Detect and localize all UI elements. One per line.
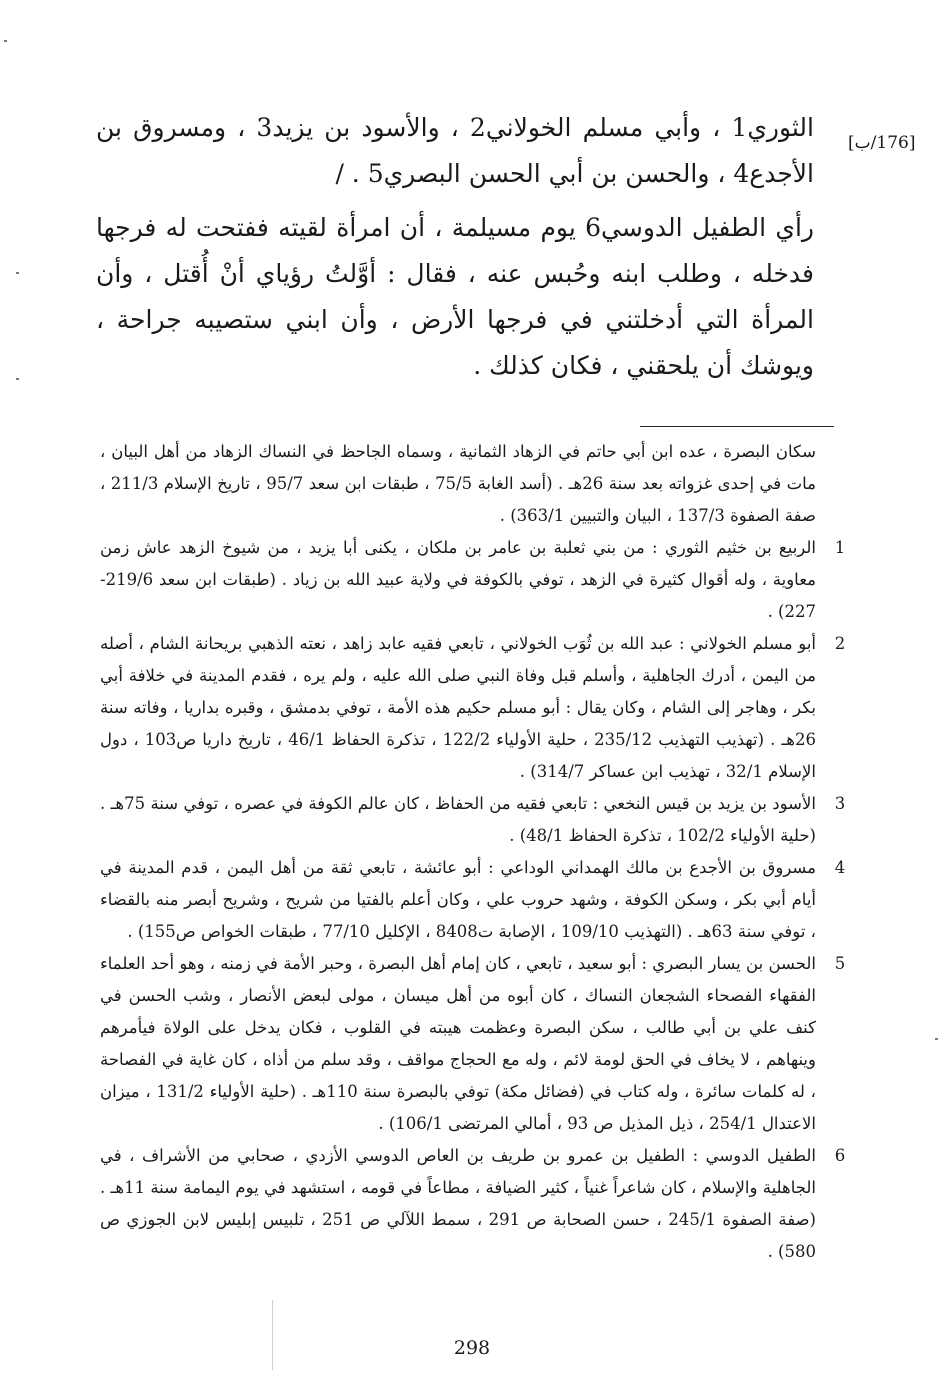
footnote-4 [100, 852, 846, 948]
footnote-separator [640, 426, 834, 427]
footnote-5 [100, 948, 846, 1140]
footnote-text: الطفيل الدوسي : الطفيل بن عمرو بن طريف بن العاص الدوسي الأزدي ، صحابي من الأشراف ، في الجاهلية والإسلام ، كان شاعراً غنياً ، كثير الضيافة ، مطاعاً في قومه ، استشهد في يوم اليمامة سنة 11هـ . (صفة الصفوة 245/1 ، حسن الصحابة ص 291 ، سمط اللآلي ص 251 ، تلبيس إبليس لابن الجوزي ص 580) . [100, 1146, 816, 1261]
footnote-1 [100, 532, 846, 628]
scan-speck [16, 378, 19, 380]
footnote-text: الربيع بن خثيم الثوري : من بني ثعلبة بن عامر بن ملكان ، يكنى أبا يزيد ، من شيوخ الزهد عاش زمن معاوية ، وله أقوال كثيرة في الزهد ، توفي بالكوفة في ولاية عبيد الله بن زياد . (طبقات ابن سعد 219/6-227) . [100, 538, 816, 621]
footnote-number: 6 [834, 1146, 846, 1165]
footnote-6 [100, 1140, 846, 1268]
footnote-number: 2 [834, 634, 846, 653]
scan-speck [16, 272, 19, 274]
scan-speck [4, 40, 7, 42]
footnote-text: الحسن بن يسار البصري : أبو سعيد ، تابعي ، كان إمام أهل البصرة ، وحبر الأمة في زمنه ، وهو أحد العلماء الفقهاء الفصحاء الشجعان النساك ، كان أبوه من أهل ميسان ، مولى لبعض الأنصار ، وشب الحسن في كنف علي بن أبي طالب ، سكن البصرة وعظمت هيبته في القلوب ، فكان يدخل على الولاة فيأمرهم وينهاهم ، لا يخاف في الحق لومة لائم ، وله مع الحجاج مواقف ، وقد سلم من أذاه ، كان غاية في الفصاحة ، له كلمات سائرة ، وله كتاب في (فضائل مكة) توفي بالبصرة سنة 110هـ . (حلية الأولياء 131/2 ، ميزان الاعتدال 254/1 ، ذيل المذيل ص 93 ، أمالي المرتضى 106/1) . [100, 954, 816, 1133]
footnote-2 [100, 628, 846, 788]
footnote-continuation [100, 436, 816, 532]
footnote-number: 1 [834, 538, 846, 557]
page-number: 298 [453, 1337, 491, 1359]
footnote-number: 5 [834, 954, 846, 973]
footnote-number: 4 [834, 858, 846, 877]
footnotes [100, 436, 846, 1268]
footnote-text: مسروق بن الأجدع بن مالك الهمداني الوداعي : أبو عائشة ، تابعي ثقة من أهل اليمن ، قدم المدينة في أيام أبي بكر ، وسكن الكوفة ، وشهد حروب علي ، وكان أعلم بالفتيا من شريح ، وشريح أبصر منه بالقضاء ، توفي سنة 63هـ . (التهذيب 109/10 ، الإصابة ت8408 ، الإكليل 77/10 ، طبقات الخواص ص155) . [100, 858, 816, 941]
footnote-text: سكان البصرة ، عده ابن أبي حاتم في الزهاد الثمانية ، وسماه الجاحظ في النساك الزهاد من أهل البيان ، مات في إحدى غزواته بعد سنة 26هـ . (أسد الغابة 75/5 ، طبقات ابن سعد 95/7 ، تاريخ الإسلام 211/3 ، صفة الصفوة 137/3 ، البيان والتبيين 363/1) . [100, 442, 816, 525]
scan-artifact-line [272, 1300, 273, 1370]
main-paragraph-2: رأي الطفيل الدوسي6 يوم مسيلمة ، أن امرأة لقيته ففتحت له فرجها فدخله ، وطلب ابنه وحُبس عنه ، فقال : أوَّلتُ رؤياي أنْ أُقتل ، وأن المرأة التي أدخلتني في فرجها الأرض ، وأن ابني ستصيبه جراحة ، ويوشك أن يلحقني ، فكان كذلك . [96, 213, 815, 380]
footnote-text: أبو مسلم الخولاني : عبد الله بن ثُوَب الخولاني ، تابعي فقيه عابد زاهد ، نعته الذهبي بريحانة الشام ، أصله من اليمن ، أدرك الجاهلية ، وأسلم قبل وفاة النبي صلى الله عليه ، ولم يره ، فقدم المدينة في خلافة أبي بكر ، وهاجر إلى الشام ، وكان يقال : أبو مسلم حكيم هذه الأمة ، توفي بدمشق ، وقبره بداريا ، وفاته سنة 26هـ . (تهذيب التهذيب 235/12 ، حلية الأولياء 122/2 ، تذكرة الحفاظ 46/1 ، تاريخ داريا ص103 ، دول الإسلام 32/1 ، تهذيب ابن عساكر 314/7) . [100, 634, 816, 781]
footnote-3 [100, 788, 846, 852]
main-paragraph-1: الثوري1 ، وأبي مسلم الخولاني2 ، والأسود بن يزيد3 ، ومسروق بن الأجدع4 ، والحسن بن أبي الحسن البصري5 . / [96, 113, 814, 188]
footnote-number: 3 [834, 794, 846, 813]
footnote-text: الأسود بن يزيد بن قيس النخعي : تابعي فقيه من الحفاظ ، كان عالم الكوفة في عصره ، توفي سنة 75هـ . (حلية الأولياء 102/2 ، تذكرة الحفاظ 48/1) . [100, 794, 816, 845]
scan-speck [935, 1038, 938, 1040]
manuscript-folio-marker: [176/ب] [848, 133, 916, 153]
